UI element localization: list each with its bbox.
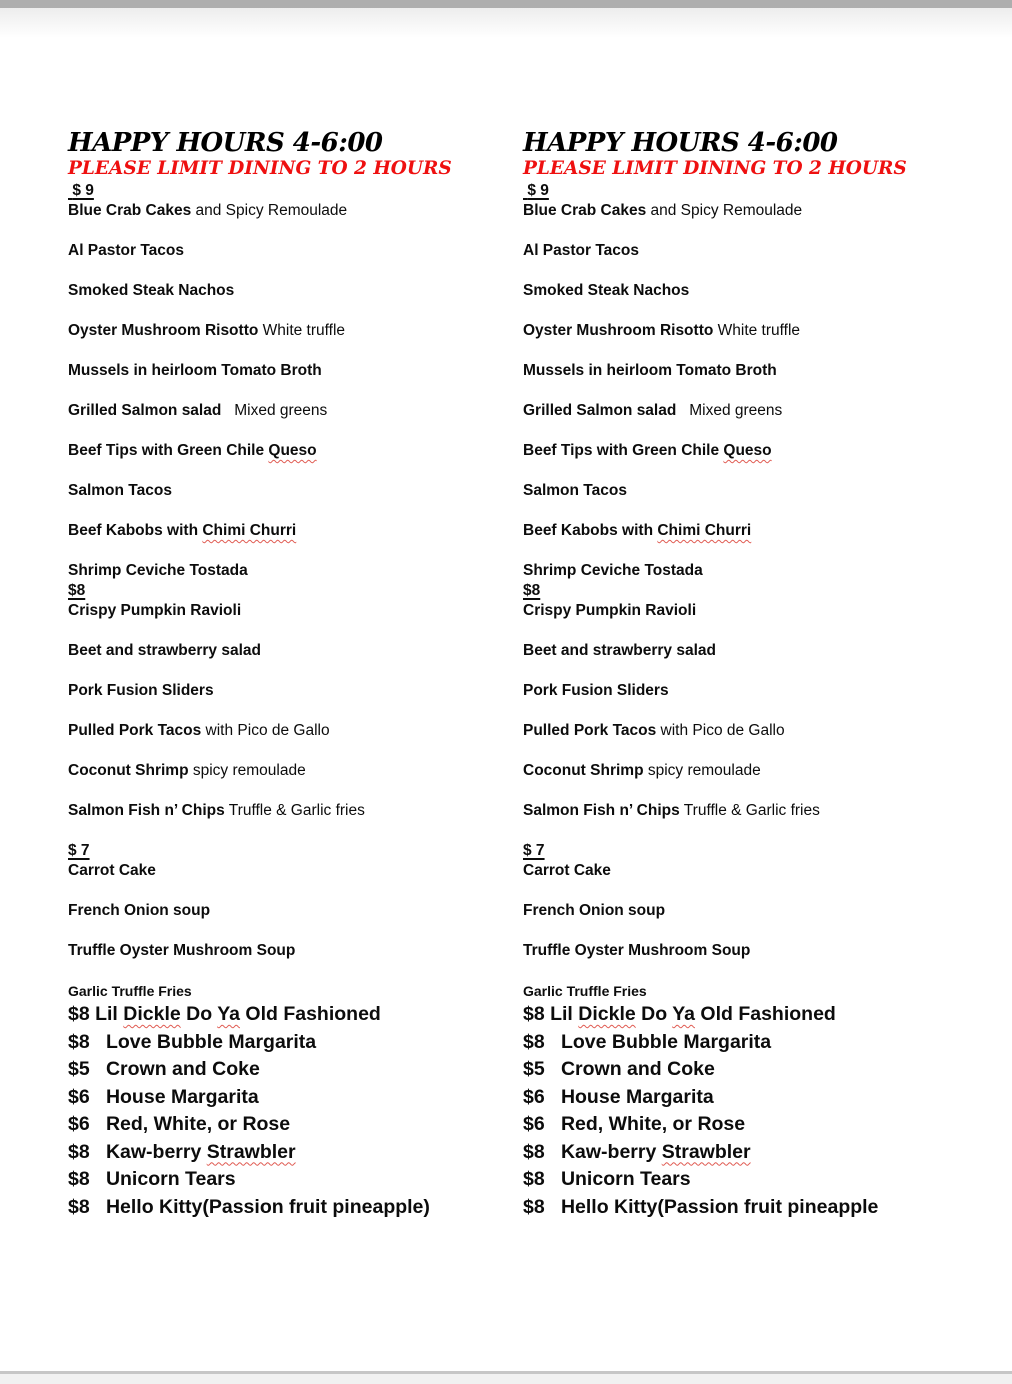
menu-item-line: [523, 761, 1012, 781]
menu-text: Salmon Fish n’ Chips: [68, 802, 225, 819]
drink-line: [68, 1056, 518, 1084]
page-bottom-margin: [0, 1374, 1012, 1384]
menu-text: $8 Love Bubble Margarita: [68, 1030, 317, 1053]
menu-text: Mussels in heirloom Tomato Broth: [523, 362, 777, 379]
menu-item-line: [68, 481, 518, 501]
menu-text: Carrot Cake: [523, 862, 611, 879]
menu-item-line: [68, 241, 518, 261]
menu-item-line: [68, 721, 518, 741]
menu-text: Blue Crab Cakes: [68, 202, 192, 219]
menu-item-line: [523, 241, 1012, 261]
page-subtitle: PLEASE LIMIT DINING TO 2 HOURS: [523, 158, 907, 179]
menu-item-line: [68, 401, 518, 421]
menu-text: $ 7: [523, 842, 545, 859]
menu-item-line: [68, 281, 518, 301]
menu-text: French Onion soup: [523, 902, 666, 919]
menu-text: Truffle Oyster Mushroom Soup: [523, 942, 751, 959]
page-title: HAPPY HOURS 4-6:00: [523, 128, 838, 158]
menu-text: Coconut Shrimp: [523, 762, 644, 779]
menu-text: $8 Kaw-berry: [68, 1140, 207, 1163]
menu-text: spicy remoulade: [643, 762, 761, 779]
menu-text: Grilled Salmon salad: [68, 402, 222, 419]
drink-line: [523, 1194, 1012, 1222]
menu-text: Do: [180, 1003, 218, 1025]
menu-text: $8 Unicorn Tears: [523, 1168, 691, 1190]
menu-item-line: [68, 861, 518, 881]
price-line: [68, 841, 518, 861]
menu-item-line: [68, 641, 518, 661]
drink-line: [523, 1166, 1012, 1194]
menu-item-line: [68, 521, 518, 541]
menu-lines: [68, 181, 518, 1221]
menu-text: $8 Love Bubble Margarita: [523, 1030, 772, 1053]
menu-text: Al Pastor Tacos: [523, 242, 640, 259]
menu-text: and Spicy Remoulade: [646, 202, 803, 219]
menu-text: Pulled Pork Tacos: [523, 722, 657, 739]
menu-item-line: [523, 681, 1012, 701]
menu-text: Mixed greens: [676, 402, 783, 419]
menu-item-line: [523, 901, 1012, 921]
menu-text: $8: [523, 582, 541, 599]
drink-line: [523, 1084, 1012, 1112]
misspelled-word: Dickle: [578, 1003, 636, 1025]
menu-text: Grilled Salmon salad: [523, 402, 677, 419]
menu-text: $5 Crown and Coke: [68, 1058, 260, 1080]
menu-text: $5 Crown and Coke: [523, 1058, 715, 1080]
menu-text: with Pico de Gallo: [656, 722, 785, 739]
drink-line: [523, 1056, 1012, 1084]
menu-text: Beef Tips with Green Chile: [68, 442, 269, 459]
price-line: [523, 841, 1012, 861]
menu-item-line: [523, 321, 1012, 341]
drink-line: [68, 1001, 518, 1029]
menu-item-line: [68, 361, 518, 381]
menu-text: Shrimp Ceviche Tostada: [68, 562, 248, 579]
menu-item-line: [523, 481, 1012, 501]
menu-text: Blue Crab Cakes: [523, 202, 647, 219]
menu-item-line: [68, 601, 518, 621]
drink-line: [68, 1139, 518, 1167]
menu-text: Old Fashioned: [240, 1003, 381, 1025]
menu-text: Crispy Pumpkin Ravioli: [68, 602, 242, 619]
menu-text: Garlic Truffle Fries: [68, 983, 192, 999]
menu-text: $8 Lil: [68, 1003, 124, 1025]
menu-text: Beef Kabobs with: [68, 522, 203, 539]
menu-text: Mixed greens: [221, 402, 328, 419]
menu-text: $6 Red, White, or Rose: [68, 1113, 291, 1135]
menu-text: $ 9: [68, 182, 94, 199]
menu-item-line: [523, 801, 1012, 821]
menu-lines: [523, 181, 1012, 1221]
menu-text: Crispy Pumpkin Ravioli: [523, 602, 697, 619]
menu-text: Salmon Fish n’ Chips: [523, 802, 680, 819]
menu-item-line: [68, 681, 518, 701]
menu-text: $ 7: [68, 842, 90, 859]
menu-text: Salmon Tacos: [523, 482, 627, 499]
drink-line: [68, 1029, 518, 1057]
drink-line: [523, 1029, 1012, 1057]
menu-text: Beef Kabobs with: [523, 522, 658, 539]
menu-text: Oyster Mushroom Risotto: [68, 322, 259, 339]
menu-text: Old Fashioned: [695, 1003, 836, 1025]
menu-text: and Spicy Remoulade: [191, 202, 348, 219]
misspelled-word: Ya: [217, 1003, 240, 1025]
menu-text: $8 Hello Kitty(Passion fruit pineapple): [68, 1195, 430, 1218]
menu-text: Coconut Shrimp: [68, 762, 189, 779]
drink-line: [68, 1111, 518, 1139]
menu-item-line: [68, 561, 518, 581]
menu-text: $ 9: [523, 182, 549, 199]
menu-text: Al Pastor Tacos: [68, 242, 185, 259]
menu-text: Truffle Oyster Mushroom Soup: [68, 942, 296, 959]
menu-item-line: [523, 361, 1012, 381]
menu-item-line: [68, 201, 518, 221]
menu-text: Pulled Pork Tacos: [68, 722, 202, 739]
menu-text: Mussels in heirloom Tomato Broth: [68, 362, 322, 379]
menu-text: $6 Red, White, or Rose: [523, 1113, 746, 1135]
menu-text: Beef Tips with Green Chile: [523, 442, 724, 459]
drink-line: [68, 1194, 518, 1222]
misspelled-word: Chimi Churri: [202, 522, 297, 539]
drink-line: [68, 1166, 518, 1194]
menu-item-line: [523, 861, 1012, 881]
menu-item-line: [523, 561, 1012, 581]
menu-text: Shrimp Ceviche Tostada: [523, 562, 703, 579]
misspelled-word: Strawbler: [661, 1140, 751, 1163]
menu-item-line: [523, 941, 1012, 961]
menu-column: [68, 129, 518, 1221]
menu-column: [523, 129, 1012, 1221]
menu-item-line: [68, 321, 518, 341]
price-line: [523, 181, 1012, 201]
menu-text: Smoked Steak Nachos: [523, 282, 690, 299]
page-subtitle: PLEASE LIMIT DINING TO 2 HOURS: [68, 158, 452, 179]
menu-text: Salmon Tacos: [68, 482, 172, 499]
menu-text: Carrot Cake: [68, 862, 156, 879]
misspelled-word: Ya: [672, 1003, 695, 1025]
menu-text: with Pico de Gallo: [201, 722, 330, 739]
menu-text: White truffle: [713, 322, 801, 339]
drink-line: [68, 1084, 518, 1112]
misspelled-word: Strawbler: [206, 1140, 296, 1163]
menu-item-line: [523, 601, 1012, 621]
menu-text: $6 House Margarita: [68, 1085, 259, 1108]
menu-text: Pork Fusion Sliders: [68, 682, 214, 699]
top-shadow: [0, 8, 1012, 38]
menu-text: $8: [68, 582, 86, 599]
menu-text: $6 House Margarita: [523, 1085, 714, 1108]
menu-text: $8 Unicorn Tears: [68, 1168, 236, 1190]
misspelled-word: Queso: [268, 442, 317, 459]
menu-text: Oyster Mushroom Risotto: [523, 322, 714, 339]
page-title: HAPPY HOURS 4-6:00: [68, 128, 383, 158]
menu-text: Garlic Truffle Fries: [523, 983, 647, 999]
menu-item-line: [523, 981, 1012, 1001]
menu-text: Do: [635, 1003, 673, 1025]
top-gray-bar: [0, 0, 1012, 8]
menu-item-line: [68, 941, 518, 961]
menu-text: $8 Hello Kitty(Passion fruit pineapple: [523, 1195, 879, 1218]
menu-text: $8 Kaw-berry: [523, 1140, 662, 1163]
menu-text: French Onion soup: [68, 902, 211, 919]
menu-item-line: [68, 901, 518, 921]
menu-text: White truffle: [258, 322, 346, 339]
drink-line: [523, 1139, 1012, 1167]
price-line: [523, 581, 1012, 601]
menu-item-line: [68, 761, 518, 781]
misspelled-word: Chimi Churri: [657, 522, 752, 539]
menu-item-line: [523, 281, 1012, 301]
misspelled-word: Queso: [723, 442, 772, 459]
menu-item-line: [523, 521, 1012, 541]
price-line: [68, 181, 518, 201]
menu-item-line: [523, 201, 1012, 221]
menu-text: Pork Fusion Sliders: [523, 682, 669, 699]
menu-text: spicy remoulade: [188, 762, 306, 779]
menu-text: Truffle & Garlic fries: [224, 802, 365, 819]
menu-item-line: [523, 401, 1012, 421]
menu-item-line: [523, 441, 1012, 461]
menu-text: Beet and strawberry salad: [68, 642, 261, 659]
menu-item-line: [68, 801, 518, 821]
menu-text: Smoked Steak Nachos: [68, 282, 235, 299]
menu-text: Beet and strawberry salad: [523, 642, 716, 659]
menu-item-line: [68, 981, 518, 1001]
drink-line: [523, 1111, 1012, 1139]
misspelled-word: Dickle: [123, 1003, 181, 1025]
price-line: [68, 581, 518, 601]
menu-item-line: [523, 641, 1012, 661]
menu-text: $8 Lil: [523, 1003, 579, 1025]
drink-line: [523, 1001, 1012, 1029]
menu-item-line: [523, 721, 1012, 741]
menu-item-line: [68, 441, 518, 461]
menu-text: Truffle & Garlic fries: [679, 802, 820, 819]
